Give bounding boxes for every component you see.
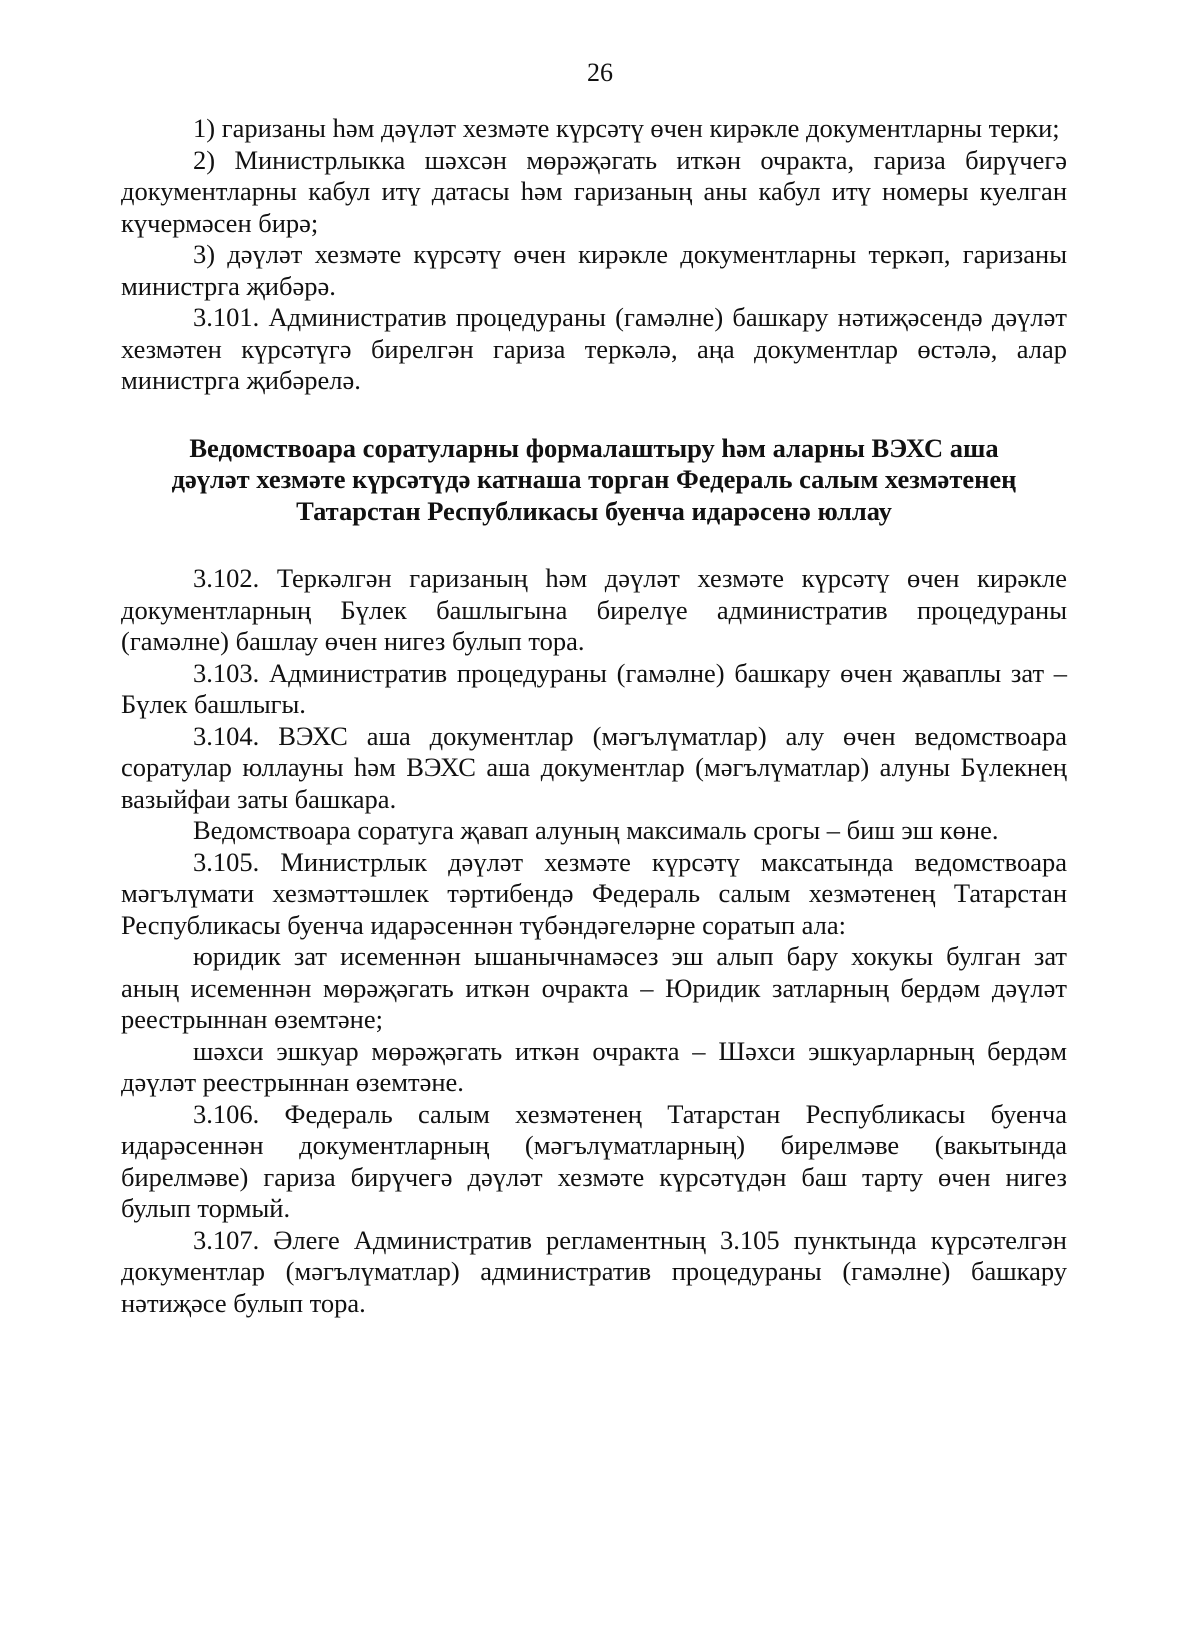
- section-heading-line: дәүләт хезмәте күрсәтүдә катнаша торган Федераль салым хезмәтенең: [171, 464, 1017, 494]
- paragraph: 3.105. Министрлык дәүләт хезмәте күрсәтү максатында ведомствоара мәгълүмати хезмәттәшлек тәртибендә Федераль салым хезмәтенең Татарстан Республикасы буенча идарәсеннән түбәндәгеләрне соратып ала:: [121, 846, 1067, 940]
- document-body: [121, 113, 1067, 1319]
- paragraph: 2) Министрлыкка шәхсән мөрәҗәгать иткән очракта, гариза бирүчегә документларны кабул итү датасы һәм гаризаның аны кабул итү номеры куелган күчермәсен бирә;: [121, 144, 1067, 238]
- paragraph: юридик зат исеменнән ышанычнамәсез эш алып бару хокукы булган зат аның исеменнән мөрәҗәгать иткән очракта – Юридик затларның бердәм дәүләт реестрыннан өземтәне;: [121, 941, 1067, 1034]
- paragraph: 3.107. Әлеге Административ регламентның 3.105 пунктында күрсәтелгән документлар (мәгълүматлар) административ процедураны (гамәлне) башкару нәтиҗәсе булып тора.: [121, 1224, 1067, 1318]
- section-heading-line: Ведомствоара соратуларны формалаштыру һәм аларны ВЭХС аша: [189, 432, 999, 463]
- paragraph: 3.103. Административ процедураны (гамәлне) башкару өчен җаваплы зат – Бүлек башлыгы.: [121, 657, 1067, 719]
- paragraph: шәхси эшкуар мөрәҗәгать иткән очракта – Шәхси эшкуарларның бердәм дәүләт реестрыннан өземтәне.: [121, 1035, 1067, 1097]
- paragraph: Ведомствоара соратуга җавап алуның максималь срогы – биш эш көне.: [193, 815, 999, 845]
- paragraph: 3.101. Административ процедураны (гамәлне) башкару нәтиҗәсендә дәүләт хезмәтен күрсәтүгә бирелгән гариза терк​әлә, аңа документлар өстәлә, алар министрга җибәрелә.: [121, 302, 1067, 395]
- paragraph: 3) дәүләт хезмәте күрсәтү өчен кирәкле документларны теркәп, гаризаны министрга җибәрә.: [121, 239, 1067, 301]
- paragraph: 3.104. ВЭХС аша документлар (мәгълүматлар) алу өчен ведомствоара соратулар юллауны һәм ВЭХС аша документлар (мәгълүматлар) алуны Бүлекнең вазыйфаи заты башкара.: [121, 720, 1067, 814]
- paragraph: 1) гаризаны һәм дәүләт хезмәте күрсәтү өчен кирәкле документларны терки;: [193, 113, 1060, 143]
- paragraph: 3.102. Теркәлгән гаризаның һәм дәүләт хезмәте күрсәтү өчен кирәкле документларның Бүлек башлыгына бирелүе административ процедураны (гамәлне) башлау өчен нигез булып тора.: [121, 563, 1067, 656]
- section-heading: [121, 433, 1067, 528]
- paragraph: 3.106. Федераль салым хезмәтенең Татарстан Республикасы буенча идарәсеннән документларның (мәгълүматларның) бирелмәве (вакытында бирелмәве) гариза бирүчегә дәүләт хезмәте күрсәтүдән баш тарту өчен нигез булып тормый.: [121, 1098, 1067, 1223]
- section-heading-line: Татарстан Республикасы буенча идарәсенә юллау: [296, 495, 892, 526]
- page-number: 26: [587, 58, 613, 87]
